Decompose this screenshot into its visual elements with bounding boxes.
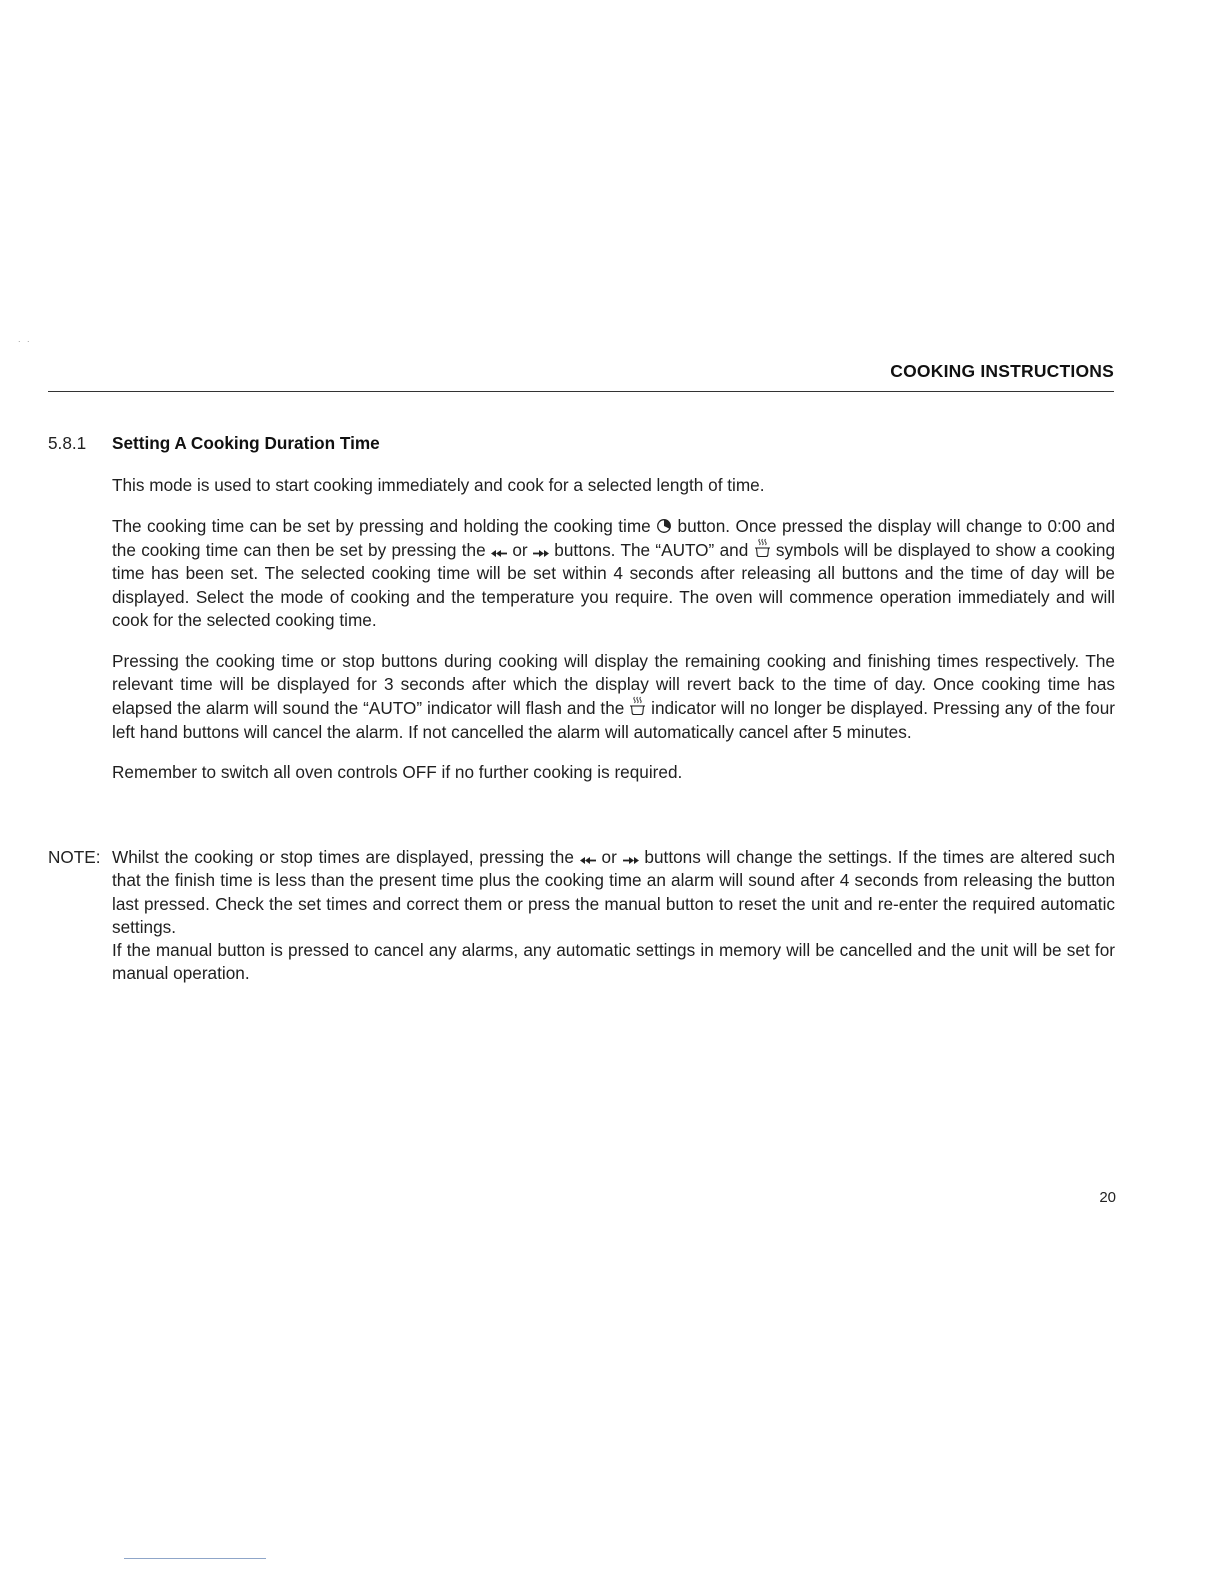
clock-icon <box>656 518 672 534</box>
cooking-pot-icon <box>629 696 646 716</box>
note-paragraph: If the manual button is pressed to cancel any alarms, any automatic settings in memory will be cancelled and the unit will be set for manual operation. <box>112 940 1115 984</box>
paragraph-text: or <box>512 540 528 561</box>
rewind-icon <box>580 856 596 865</box>
fast-forward-icon <box>533 549 549 558</box>
page-header-title: COOKING INSTRUCTIONS <box>890 361 1114 381</box>
paragraph-text: Pressing the cooking time or stop buttons during cooking will display the remaining cooking and finishing times respectively. The relevant time will be displayed for 3 seconds after which the display will revert back to the time of day. Once cooking time has elapsed the alarm will sound the “AUTO” indicator will flash and the <box>112 650 1115 719</box>
rewind-icon <box>491 549 507 558</box>
page-number: 20 <box>1099 1189 1116 1206</box>
note-text-span: Whilst the cooking or stop times are displayed, pressing the <box>112 847 574 867</box>
stray-marks: . . <box>18 334 32 344</box>
header-divider <box>48 391 1114 392</box>
paragraph-text: buttons. The “AUTO” and <box>554 540 749 561</box>
paragraph-text: symbols will be displayed to show a cooking time has been set. The selected cooking time will be set within 4 seconds after releasing all buttons and the time of day will be displayed. Select the mode of cooking and the temperature you require. The oven will commence operation immediately and will cook for the selected cooking time. <box>112 540 1116 630</box>
paragraph-setting-time <box>112 515 1115 632</box>
note-text <box>112 846 1115 986</box>
paragraph-text: button. Once pressed the display will change to 0:00 and the cooking time can then be set by pressing the <box>112 515 1116 561</box>
body-text <box>112 474 1115 802</box>
section-number: 5.8.1 <box>48 433 87 453</box>
note-text-span: or <box>601 847 617 867</box>
section-title: Setting A Cooking Duration Time <box>112 433 380 453</box>
paragraph-text: indicator will no longer be displayed. Pressing any of the four left hand buttons will cancel the alarm. If not cancelled the alarm will automatically cancel after 5 minutes. <box>112 698 1115 742</box>
footer-divider <box>124 1558 266 1559</box>
paragraph-reminder: Remember to switch all oven controls OFF if no further cooking is required. <box>112 762 683 783</box>
fast-forward-icon <box>623 856 639 865</box>
cooking-pot-icon <box>754 538 771 558</box>
note-paragraph <box>112 846 1115 939</box>
paragraph-text: The cooking time can be set by pressing and holding the cooking time <box>112 515 651 536</box>
note-text-span: buttons will change the settings. If the times are altered such that the finish time is less than the present time plus the cooking time an alarm will sound after 4 seconds from releasing the button last pressed. Check the set times and correct them or press the manual button to reset the unit and re-enter the required automatic settings. <box>112 847 1116 937</box>
paragraph-during-cooking <box>112 650 1115 744</box>
note-label: NOTE: <box>48 847 101 867</box>
paragraph-intro: This mode is used to start cooking immediately and cook for a selected length of time. <box>112 475 765 495</box>
